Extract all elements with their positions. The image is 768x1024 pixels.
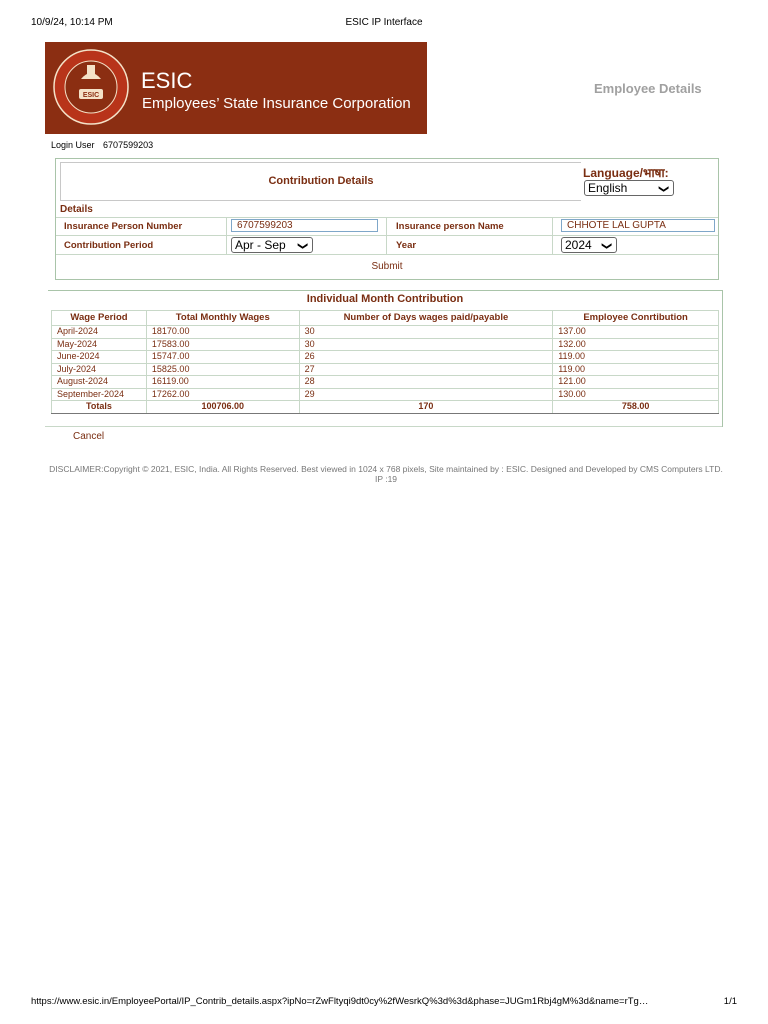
wage-period-cell: April-2024	[52, 326, 147, 339]
contribution-cell: 137.00	[553, 326, 719, 339]
contribution-title-box	[60, 162, 581, 201]
totals-label: Totals	[52, 401, 147, 414]
divider	[226, 217, 227, 254]
table-row	[52, 388, 719, 401]
contribution-period-label: Contribution Period	[64, 240, 154, 251]
disclaimer: DISCLAIMER:Copyright © 2021, ESIC, India. All Rights Reserved. Best viewed in 1024 x 768 pixels, Site maintained by : ESIC. Designed and Developed by CMS Computers LTD. IP :19	[49, 464, 723, 484]
monthly-contribution-panel	[48, 290, 723, 427]
wage-period-cell: September-2024	[52, 388, 147, 401]
esic-logo-icon	[53, 49, 129, 125]
divider	[552, 217, 553, 254]
chevron-down-icon: ❯	[600, 241, 612, 251]
print-url: https://www.esic.in/EmployeePortal/IP_Contrib_details.aspx?ipNo=rZwFltyqi9dt0cy%2fWesrkQ%3d%3d&phase=JUGm1Rbj4gM%3d&name=rTg…	[31, 996, 649, 1007]
wages-cell: 18170.00	[146, 326, 299, 339]
wages-cell: 15825.00	[146, 363, 299, 376]
ip-name-label: Insurance person Name	[396, 221, 504, 232]
ip-number-field[interactable]: 6707599203	[231, 219, 378, 232]
total-contribution: 758.00	[553, 401, 719, 414]
divider	[45, 426, 722, 427]
wage-period-cell: May-2024	[52, 338, 147, 351]
ip-number-label: Insurance Person Number	[64, 221, 183, 232]
chevron-down-icon: ❯	[657, 184, 669, 194]
print-datetime: 10/9/24, 10:14 PM	[31, 17, 113, 28]
totals-row	[52, 401, 719, 414]
wages-cell: 17262.00	[146, 388, 299, 401]
login-label: Login User	[51, 140, 95, 150]
chevron-down-icon: ❯	[296, 241, 308, 251]
table-row	[52, 376, 719, 389]
total-days: 170	[299, 401, 553, 414]
wages-cell: 17583.00	[146, 338, 299, 351]
year-select[interactable]	[561, 237, 617, 253]
employee-details-link[interactable]: Employee Details	[594, 81, 702, 96]
contribution-cell: 130.00	[553, 388, 719, 401]
ip-name-field[interactable]: CHHOTE LAL GUPTA	[561, 219, 715, 232]
print-header	[31, 17, 737, 31]
cancel-button[interactable]: Cancel	[73, 431, 105, 442]
column-header: Employee Conrtibution	[553, 311, 719, 326]
contribution-cell: 119.00	[553, 363, 719, 376]
contribution-cell: 121.00	[553, 376, 719, 389]
wage-period-cell: July-2024	[52, 363, 147, 376]
contribution-period-select[interactable]	[231, 237, 313, 253]
monthly-contribution-table	[51, 310, 719, 414]
table-row	[52, 326, 719, 339]
days-cell: 27	[299, 363, 553, 376]
login-value: 6707599203	[103, 140, 154, 150]
wage-period-cell: June-2024	[52, 351, 147, 364]
details-label: Details	[60, 204, 93, 215]
days-cell: 26	[299, 351, 553, 364]
contribution-cell: 119.00	[553, 351, 719, 364]
contribution-cell: 132.00	[553, 338, 719, 351]
divider	[56, 235, 718, 236]
monthly-title: Individual Month Contribution	[306, 293, 464, 305]
column-header: Number of Days wages paid/payable	[299, 311, 553, 326]
total-wages: 100706.00	[146, 401, 299, 414]
contribution-title: Contribution Details	[268, 175, 374, 187]
table-row	[52, 351, 719, 364]
days-cell: 30	[299, 326, 553, 339]
table-row	[52, 338, 719, 351]
logo-text: ESIC	[82, 92, 100, 99]
column-header: Wage Period	[52, 311, 147, 326]
print-footer	[31, 996, 737, 1010]
year-selected: 2024	[565, 238, 592, 252]
language-select[interactable]	[584, 180, 674, 196]
contribution-details-panel	[55, 158, 719, 280]
year-label: Year	[396, 240, 417, 251]
wage-period-cell: August-2024	[52, 376, 147, 389]
language-label: Language/भाषा:	[583, 166, 669, 180]
divider	[56, 217, 718, 218]
brand-short: ESIC	[141, 68, 193, 93]
wages-cell: 16119.00	[146, 376, 299, 389]
wages-cell: 15747.00	[146, 351, 299, 364]
brand-full: Employees’ State Insurance Corporation	[142, 95, 411, 112]
esic-banner	[45, 42, 427, 134]
column-header: Total Monthly Wages	[146, 311, 299, 326]
login-user	[51, 140, 159, 150]
days-cell: 29	[299, 388, 553, 401]
divider	[56, 254, 718, 255]
table-row	[52, 363, 719, 376]
divider	[386, 217, 387, 254]
period-selected: Apr - Sep	[235, 238, 286, 252]
page-number: 1/1	[723, 996, 737, 1007]
print-title: ESIC IP Interface	[345, 17, 423, 28]
submit-button[interactable]: Submit	[371, 261, 403, 272]
days-cell: 28	[299, 376, 553, 389]
language-selected: English	[588, 181, 628, 195]
table-header-row	[52, 311, 719, 326]
days-cell: 30	[299, 338, 553, 351]
